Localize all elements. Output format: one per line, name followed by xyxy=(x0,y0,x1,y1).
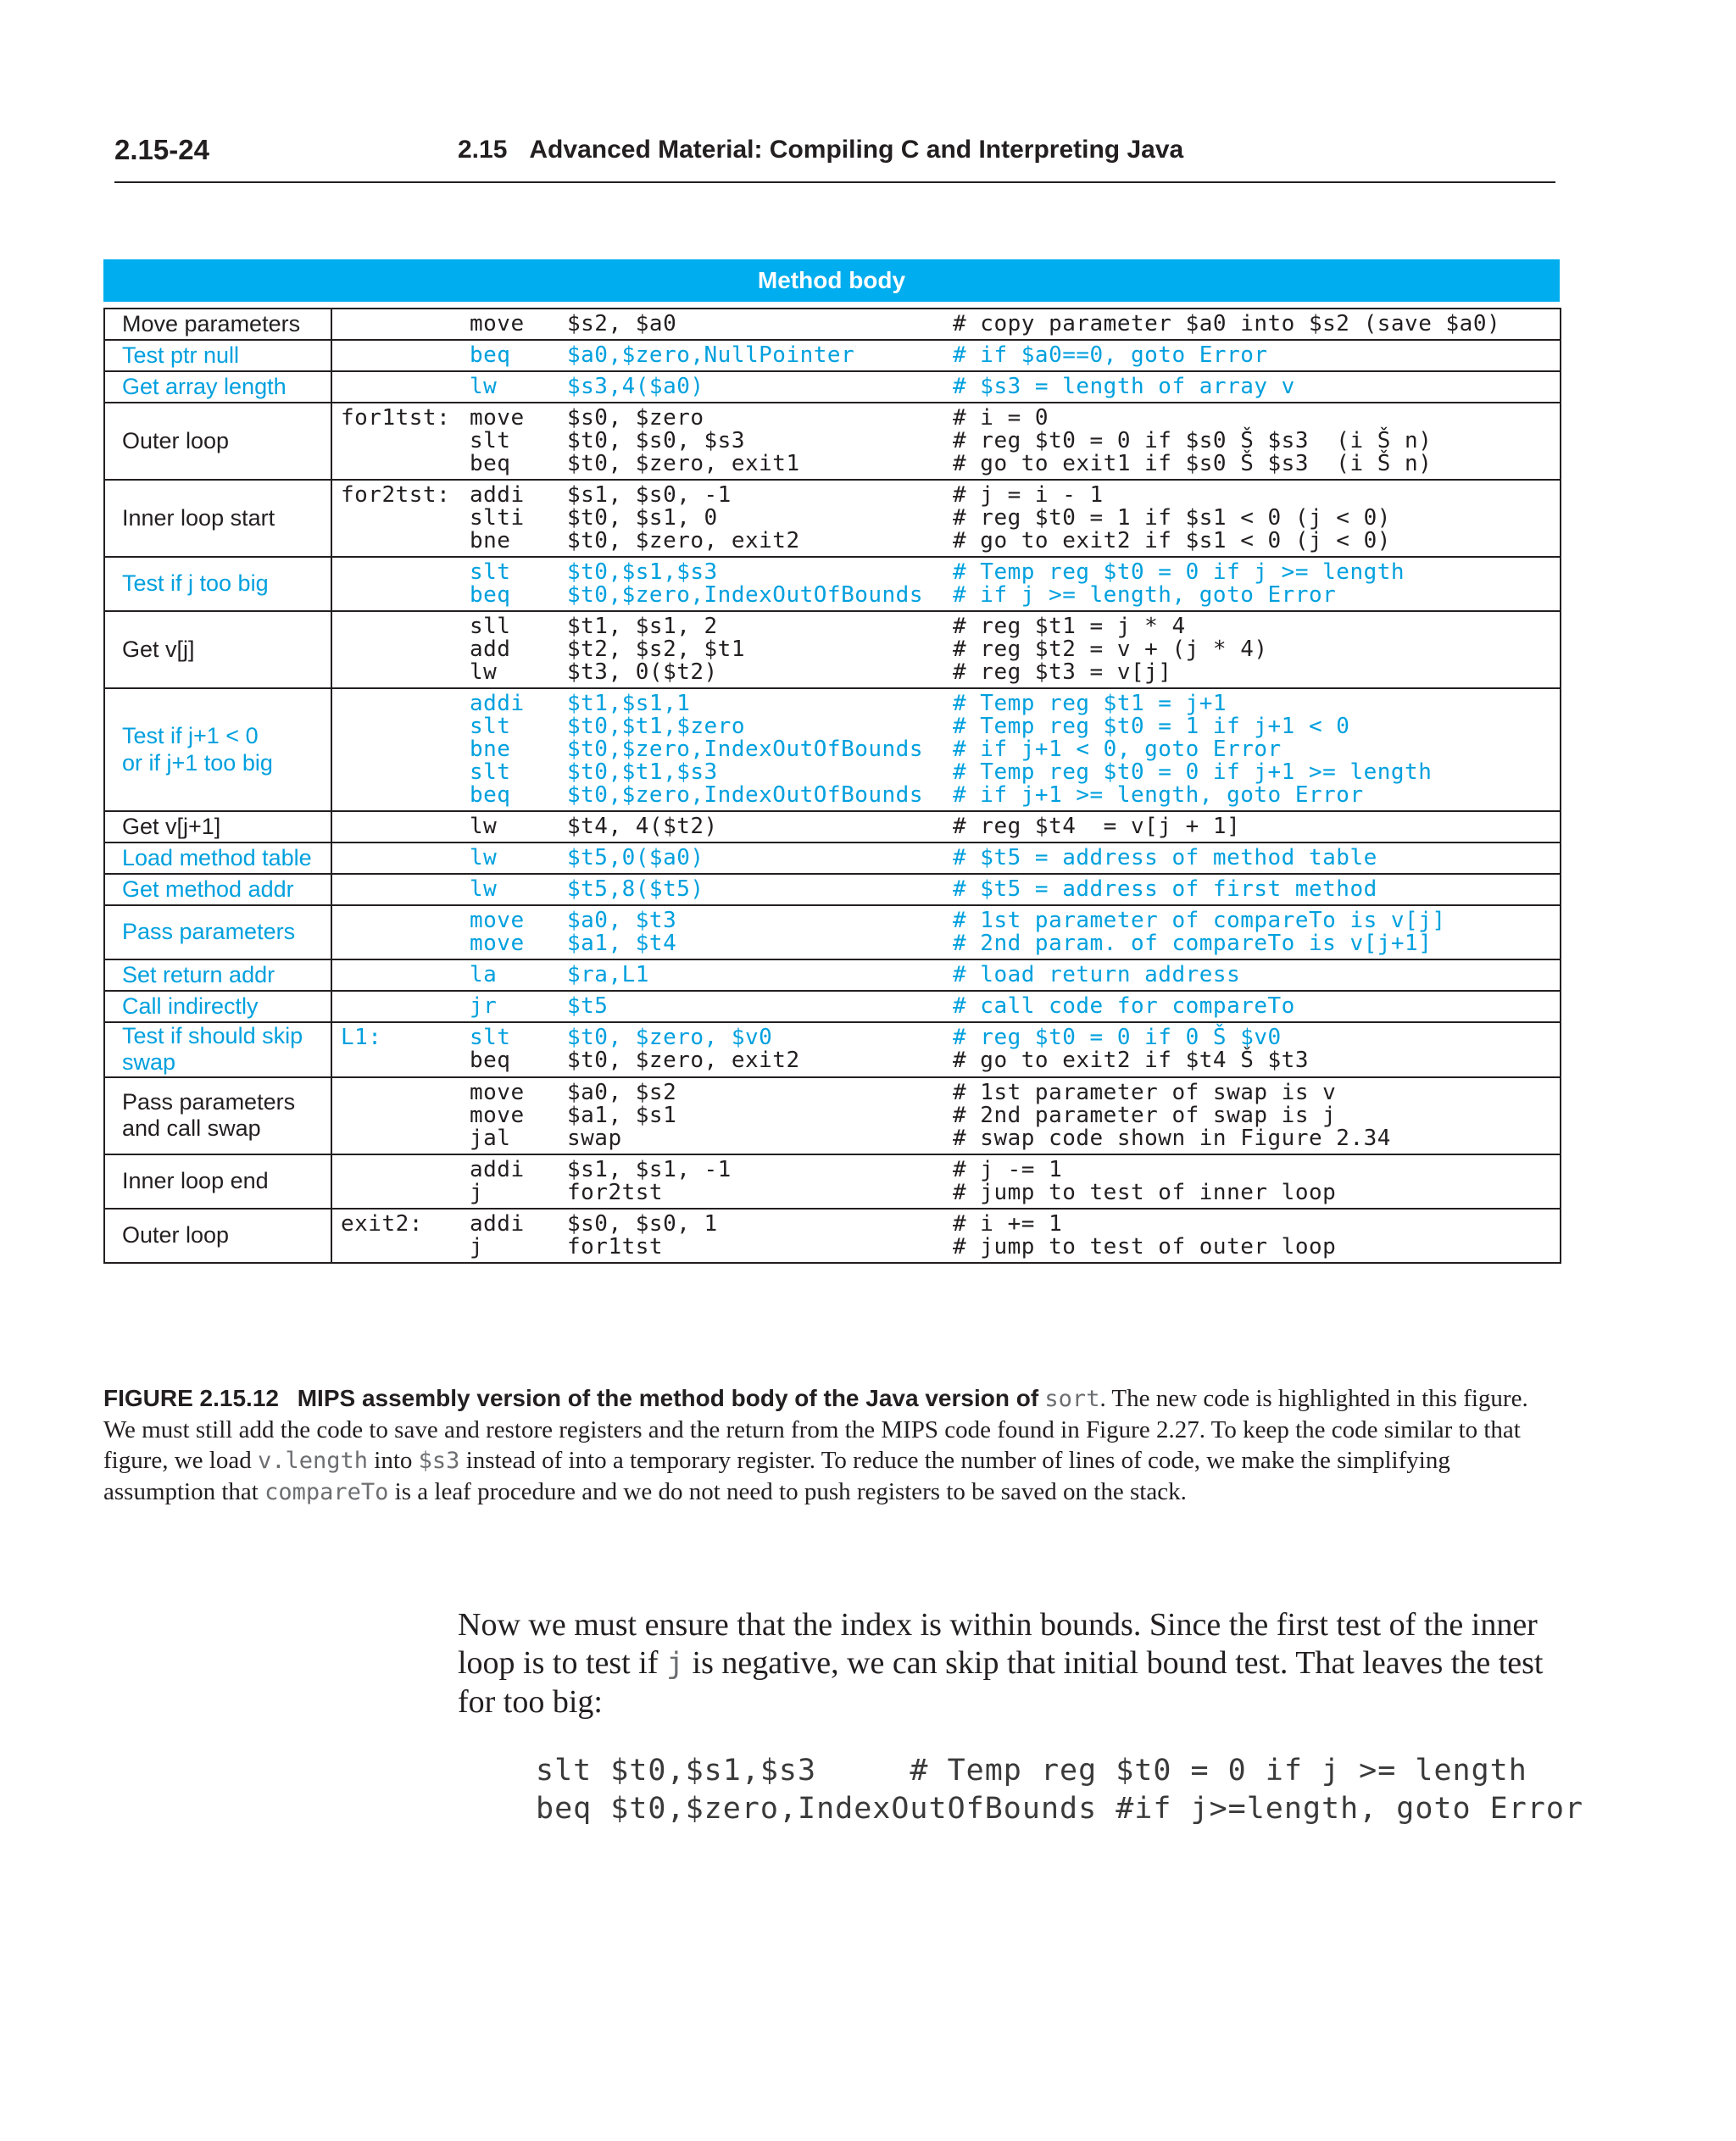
code-line xyxy=(332,1233,1560,1260)
code-comment: # reg $t0 = 0 if 0 Š $v0 xyxy=(953,1025,1282,1051)
operands: $t0,$zero,IndexOutOfBounds xyxy=(567,784,923,807)
code-cell xyxy=(331,371,1561,403)
opcode: addi xyxy=(470,1210,525,1237)
code-comment: # reg $t0 = 1 if $s1 < 0 (j < 0) xyxy=(953,505,1391,531)
code-line xyxy=(332,815,1560,838)
operands: $s0, $zero xyxy=(567,407,704,430)
body-paragraph xyxy=(458,1606,1560,1721)
body-text-2: is negative, we can skip that initial bound test. That leaves the test for too big: xyxy=(458,1645,1544,1720)
code-line xyxy=(332,1179,1560,1205)
code-line xyxy=(332,407,1560,430)
operands: $t0,$t1,$s3 xyxy=(567,761,718,784)
code-comment: # reg $t2 = v + (j * 4) xyxy=(953,637,1268,662)
opcode: slt xyxy=(470,714,511,739)
operands: $t3, 0($t2) xyxy=(567,661,718,684)
row-label: Outer loop xyxy=(104,403,331,480)
opcode: beq xyxy=(470,582,511,608)
code-line xyxy=(332,738,1560,761)
table-row xyxy=(104,811,1561,842)
code-line xyxy=(332,313,1560,336)
opcode: beq xyxy=(470,451,511,476)
caption-text-1: . The new code is highlighted in this figure. We must still add the code to save and restore registers and the return from the MIPS code found in Figure 2.27. To keep the code similar to that figure, we load xyxy=(103,1385,1528,1474)
row-label: Test if should skip swap xyxy=(104,1022,331,1077)
opcode: slt xyxy=(470,428,511,453)
code-label: exit2: xyxy=(341,1210,423,1237)
code-comment: # $s3 = length of array v xyxy=(953,374,1295,399)
code-comment: # Temp reg $t0 = 0 if j >= length xyxy=(953,559,1405,585)
code-line xyxy=(332,507,1560,530)
opcode: lw xyxy=(470,876,498,902)
code-cell xyxy=(331,1209,1561,1263)
code-comment: # reg $t4 = v[j + 1] xyxy=(953,814,1241,839)
code-line xyxy=(332,715,1560,738)
code-line xyxy=(332,1079,1560,1105)
table-row xyxy=(104,557,1561,611)
code-comment: # copy parameter $a0 into $s2 (save $a0) xyxy=(953,311,1501,336)
figure-number: FIGURE 2.15.12 xyxy=(103,1385,279,1411)
operands: $t1,$s1,1 xyxy=(567,692,691,715)
code-line xyxy=(332,584,1560,607)
opcode: beq xyxy=(470,342,511,368)
body-text-1: Now we must ensure that the index is within bounds. Since the first test of the inner loop is to test if xyxy=(458,1607,1538,1681)
opcode: lw xyxy=(470,659,498,685)
table-row xyxy=(104,403,1561,480)
table-row xyxy=(104,480,1561,557)
operands: $t0, $zero, exit1 xyxy=(567,453,800,475)
row-label: Inner loop start xyxy=(104,480,331,557)
code-line xyxy=(332,878,1560,901)
opcode: lw xyxy=(470,814,498,839)
code-cell xyxy=(331,1077,1561,1154)
section-number: 2.15 xyxy=(458,136,508,164)
code-cell xyxy=(331,480,1561,557)
code-comment: # swap code shown in Figure 2.34 xyxy=(953,1125,1391,1151)
code-comment: # 2nd param. of compareTo is v[j+1] xyxy=(953,931,1433,956)
opcode: addi xyxy=(470,691,525,716)
table-row xyxy=(104,842,1561,874)
row-label: Get array length xyxy=(104,371,331,403)
page-number: 2.15-24 xyxy=(114,134,209,165)
operands: $t0, $zero, $v0 xyxy=(567,1026,773,1050)
table-banner: Method body xyxy=(103,259,1560,302)
operands: $t5,8($t5) xyxy=(567,878,704,901)
snippet-line-2: beq $t0,$zero,IndexOutOfBounds #if j>=length, goto Error xyxy=(536,1792,1584,1826)
opcode: j xyxy=(470,1233,484,1260)
code-comment: # j = i - 1 xyxy=(953,482,1104,508)
code-comment: # i = 0 xyxy=(953,405,1049,431)
operands: $ra,L1 xyxy=(567,964,649,987)
table-row xyxy=(104,1154,1561,1209)
code-line xyxy=(332,453,1560,475)
caption-code-3: compareTo xyxy=(264,1479,389,1505)
operands: for2tst xyxy=(567,1181,664,1204)
opcode: bne xyxy=(470,737,511,762)
caption-code-1: v.length xyxy=(258,1448,369,1474)
code-comment: # if j >= length, goto Error xyxy=(953,582,1337,608)
figure-title-code: sort xyxy=(1044,1386,1100,1412)
code-comment: # call code for compareTo xyxy=(953,993,1295,1019)
opcode: addi xyxy=(470,482,525,508)
operands: $t0,$zero,IndexOutOfBounds xyxy=(567,584,923,607)
opcode: move xyxy=(470,405,525,431)
code-cell xyxy=(331,611,1561,688)
code-cell xyxy=(331,959,1561,991)
table-row xyxy=(104,371,1561,403)
opcode: slt xyxy=(470,1025,511,1051)
row-label: Load method table xyxy=(104,842,331,874)
code-comment: # reg $t0 = 0 if $s0 Š $s3 (i Š n) xyxy=(953,428,1433,453)
table-row xyxy=(104,1077,1561,1154)
code-line xyxy=(332,1210,1560,1237)
table-row xyxy=(104,309,1561,340)
opcode: slti xyxy=(470,505,525,531)
code-comment: # Temp reg $t0 = 0 if j+1 >= length xyxy=(953,759,1433,785)
row-label: Outer loop xyxy=(104,1209,331,1263)
table-row xyxy=(104,688,1561,811)
code-comment: # jump to test of outer loop xyxy=(953,1233,1337,1260)
table-row xyxy=(104,905,1561,959)
code-comment: # 2nd parameter of swap is j xyxy=(953,1102,1337,1128)
code-cell xyxy=(331,1154,1561,1209)
row-label: Get v[j] xyxy=(104,611,331,688)
code-cell xyxy=(331,905,1561,959)
row-label: Test if j+1 < 0 or if j+1 too big xyxy=(104,688,331,811)
row-label: Call indirectly xyxy=(104,991,331,1022)
code-line xyxy=(332,1049,1560,1072)
table-row xyxy=(104,611,1561,688)
opcode: bne xyxy=(470,528,511,553)
caption-text-2: into xyxy=(368,1447,419,1474)
running-title xyxy=(458,136,1183,164)
operands: $t0, $zero, exit2 xyxy=(567,530,800,553)
opcode: move xyxy=(470,1079,525,1105)
code-comment: # if j+1 < 0, goto Error xyxy=(953,737,1282,762)
code-cell xyxy=(331,557,1561,611)
opcode: la xyxy=(470,962,498,987)
code-comment: # reg $t3 = v[j] xyxy=(953,659,1172,685)
operands: $t1, $s1, 2 xyxy=(567,615,718,638)
row-label: Test ptr null xyxy=(104,340,331,371)
operands: $t0,$s1,$s3 xyxy=(567,561,718,584)
opcode: move xyxy=(470,908,525,933)
figure-caption xyxy=(103,1383,1560,1508)
code-line xyxy=(332,1026,1560,1049)
code-comment: # if j+1 >= length, goto Error xyxy=(953,782,1364,808)
operands: $s1, $s0, -1 xyxy=(567,484,732,507)
opcode: add xyxy=(470,637,511,662)
row-label: Pass parameters and call swap xyxy=(104,1077,331,1154)
table-row xyxy=(104,991,1561,1022)
code-line xyxy=(332,615,1560,638)
code-comment: # 1st parameter of swap is v xyxy=(953,1079,1337,1105)
opcode: slt xyxy=(470,559,511,585)
section-title: Advanced Material: Compiling C and Interpreting Java xyxy=(529,136,1184,164)
code-line xyxy=(332,1127,1560,1150)
table-row xyxy=(104,1209,1561,1263)
code-cell xyxy=(331,811,1561,842)
code-comment: # jump to test of inner loop xyxy=(953,1179,1337,1205)
row-label: Move parameters xyxy=(104,309,331,340)
row-label: Inner loop end xyxy=(104,1154,331,1209)
caption-text-3: instead of into a temporary register. To reduce the number of lines of code, we make the simplifying assumption that xyxy=(103,1447,1450,1505)
code-label: for1tst: xyxy=(341,405,451,431)
code-line xyxy=(332,932,1560,955)
operands: $s2, $a0 xyxy=(567,313,677,336)
table-row xyxy=(104,1022,1561,1077)
code-cell xyxy=(331,340,1561,371)
operands: $s1, $s1, -1 xyxy=(567,1158,732,1182)
row-label: Test if j too big xyxy=(104,557,331,611)
code-label: for2tst: xyxy=(341,482,451,508)
code-cell xyxy=(331,309,1561,340)
code-line xyxy=(332,964,1560,987)
code-comment: # if $a0==0, goto Error xyxy=(953,342,1268,368)
code-line xyxy=(332,1156,1560,1182)
code-line xyxy=(332,761,1560,784)
caption-code-2: $s3 xyxy=(418,1448,460,1474)
operands: $t4, 4($t2) xyxy=(567,815,718,838)
opcode: j xyxy=(470,1179,484,1205)
opcode: sll xyxy=(470,614,511,639)
opcode: lw xyxy=(470,374,498,399)
code-comment: # go to exit2 if $s1 < 0 (j < 0) xyxy=(953,528,1391,553)
code-comment: # Temp reg $t0 = 1 if j+1 < 0 xyxy=(953,714,1350,739)
figure-title: MIPS assembly version of the method body of the Java version of xyxy=(297,1385,1039,1411)
code-line xyxy=(332,484,1560,507)
code-line xyxy=(332,784,1560,807)
opcode: slt xyxy=(470,759,511,785)
operands: $t0,$t1,$zero xyxy=(567,715,745,738)
operands: $t2, $s2, $t1 xyxy=(567,638,745,661)
operands: $a1, $s1 xyxy=(567,1104,677,1127)
opcode: beq xyxy=(470,782,511,808)
row-label: Get method addr xyxy=(104,874,331,905)
operands: $t0, $s1, 0 xyxy=(567,507,718,530)
operands: $a0, $t3 xyxy=(567,909,677,932)
row-label: Pass parameters xyxy=(104,905,331,959)
snippet-line-1: slt $t0,$s1,$s3 # Temp reg $t0 = 0 if j >= length xyxy=(536,1754,1527,1788)
table-row xyxy=(104,340,1561,371)
caption-text-4: is a leaf procedure and we do not need to push registers to be saved on the stack. xyxy=(388,1478,1187,1505)
opcode: move xyxy=(470,931,525,956)
opcode: jal xyxy=(470,1125,511,1151)
code-cell xyxy=(331,403,1561,480)
code-line xyxy=(332,995,1560,1018)
operands: $t0, $zero, exit2 xyxy=(567,1049,800,1073)
code-line xyxy=(332,661,1560,684)
code-cell xyxy=(331,688,1561,811)
table-row xyxy=(104,874,1561,905)
assembly-table xyxy=(103,308,1561,1264)
operands: $t0, $s0, $s3 xyxy=(567,430,745,453)
body-code-1: j xyxy=(665,1647,685,1681)
operands: $s3,4($a0) xyxy=(567,375,704,398)
operands: $s0, $s0, 1 xyxy=(567,1212,718,1236)
table-row xyxy=(104,959,1561,991)
code-comment: # reg $t1 = j * 4 xyxy=(953,614,1186,639)
code-comment: # $t5 = address of first method xyxy=(953,876,1377,902)
code-line xyxy=(332,430,1560,453)
code-cell xyxy=(331,991,1561,1022)
operands: $t5 xyxy=(567,995,609,1018)
code-comment: # i += 1 xyxy=(953,1210,1063,1237)
code-line xyxy=(332,638,1560,661)
code-comment: # go to exit2 if $t4 Š $t3 xyxy=(953,1048,1309,1074)
opcode: move xyxy=(470,1102,525,1128)
code-comment: # $t5 = address of method table xyxy=(953,845,1377,870)
code-cell xyxy=(331,1022,1561,1077)
code-comment: # go to exit1 if $s0 Š $s3 (i Š n) xyxy=(953,451,1433,476)
code-line xyxy=(332,561,1560,584)
opcode: beq xyxy=(470,1048,511,1074)
running-header xyxy=(114,134,1555,183)
operands: swap xyxy=(567,1126,622,1150)
code-comment: # load return address xyxy=(953,962,1241,987)
code-cell xyxy=(331,874,1561,905)
method-body-figure xyxy=(103,259,1560,1264)
operands: $a1, $t4 xyxy=(567,932,677,955)
code-line xyxy=(332,375,1560,398)
code-line xyxy=(332,1104,1560,1127)
code-line xyxy=(332,847,1560,870)
code-line xyxy=(332,909,1560,932)
code-line xyxy=(332,344,1560,367)
operands: $t5,0($a0) xyxy=(567,847,704,870)
operands: $a0,$zero,NullPointer xyxy=(567,344,855,367)
code-cell xyxy=(331,842,1561,874)
code-comment: # 1st parameter of compareTo is v[j] xyxy=(953,908,1446,933)
operands: $t0,$zero,IndexOutOfBounds xyxy=(567,738,923,761)
code-line xyxy=(332,530,1560,553)
operands: $a0, $s2 xyxy=(567,1081,677,1104)
code-line xyxy=(332,692,1560,715)
code-comment: # j -= 1 xyxy=(953,1156,1063,1182)
row-label: Set return addr xyxy=(104,959,331,991)
opcode: move xyxy=(470,311,525,336)
operands: for1tst xyxy=(567,1235,664,1259)
row-label: Get v[j+1] xyxy=(104,811,331,842)
code-snippet xyxy=(536,1752,1583,1828)
opcode: addi xyxy=(470,1156,525,1182)
code-label: L1: xyxy=(341,1025,382,1050)
opcode: jr xyxy=(470,993,498,1019)
opcode: lw xyxy=(470,845,498,870)
code-comment: # Temp reg $t1 = j+1 xyxy=(953,691,1227,716)
